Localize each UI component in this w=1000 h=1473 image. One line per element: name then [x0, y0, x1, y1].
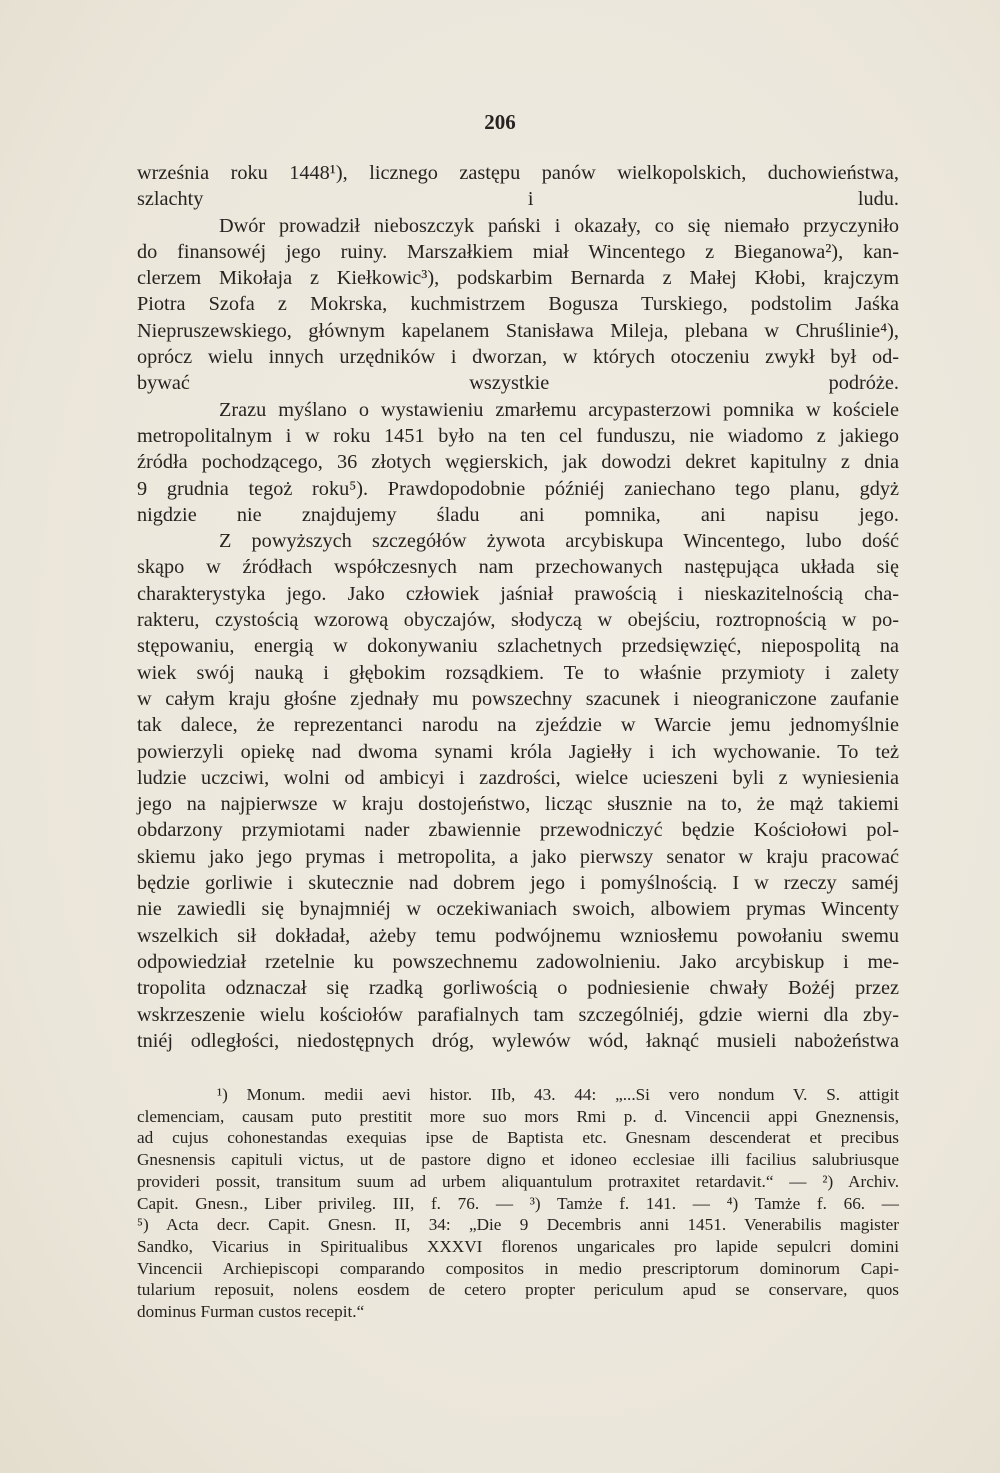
text-line: powierzyli opiekę nad dwoma synami króla Jagiełły i ich wychowanie. To też: [137, 740, 899, 763]
footnote-line: ¹) Monum. medii aevi histor. IIb, 43. 44: „...Si vero nondum V. S. attigit: [217, 1085, 899, 1104]
footnote-line: Gnesnensis capituli victus, ut de pastore digno et idoneo ecclesiae illi facilius salubriusque: [137, 1150, 899, 1170]
footnote-line: Sandko, Vicarius in Spiritualibus XXXVI florenos ungaricales pro lapide sepulcri domini: [137, 1236, 899, 1256]
text-line: ludzie uczciwi, wolni od ambicyi i zazdrości, wielce ucieszeni byli z wyniesienia: [137, 766, 899, 789]
text-line: bywać wszystkie podróże.: [137, 372, 899, 395]
footnotes: [137, 1084, 899, 1323]
footnote-line: Vincencii Archiepiscopi comparando compositos in medio prescriptorum dominorum Capi-: [137, 1258, 899, 1278]
footnote-line: ⁵) Acta decr. Capit. Gnesn. II, 34: „Die 9 Decembris anni 1451. Venerabilis magister: [137, 1215, 899, 1235]
text-line: rakteru, czystością wzorową obyczajów, słodyczą w obejściu, roztropnością w po-: [137, 609, 899, 632]
text-line: oprócz wielu innych urzędników i dworzan, w których otoczeniu zwykł był od-: [137, 346, 899, 369]
text-line: metropolitalnym i w roku 1451 było na ten cel funduszu, nie wiadomo z jakiego: [137, 424, 899, 447]
footnote-line: ad cujus cohonestandas exequias ipse de Baptista etc. Gnesnam descenderat et precibus: [137, 1128, 899, 1148]
text-line: Piotra Szofa z Mokrska, kuchmistrzem Bogusza Turskiego, podstolim Jaśka: [137, 293, 899, 316]
text-line: odpowiedział rzetelnie ku powszechnemu zadowolnieniu. Jako arcybiskup i me-: [137, 950, 899, 973]
footnote-line: provideri possit, transitum suum ad urbem aliquantulum protraxitet retardavit.“ — ²) Archiv.: [137, 1171, 899, 1191]
text-line: clerzem Mikołaja z Kiełkowic³), podskarbim Bernarda z Małej Kłobi, krajczym: [137, 267, 899, 290]
text-line: skiemu jako jego prymas i metropolita, a jako pierwszy senator w kraju pracować: [137, 845, 899, 868]
text-line: stępowaniu, energią w dokonywaniu szlachetnych przedsięwzięć, niepospolitą na: [137, 635, 899, 658]
footnote-line: tularium reposuit, nolens eosdem de cetero propter periculum apud se conservare, quos: [137, 1280, 899, 1300]
text-line: charakterystyka jego. Jako człowiek jaśniał prawością i nieskazitelnością cha-: [137, 582, 899, 605]
footnote-block: [137, 1084, 899, 1301]
text-line: Dwór prowadził nieboszczyk pański i okazały, co się niemało przyczyniło: [219, 214, 899, 237]
text-line: źródła pochodzącego, 36 złotych węgierskich, jak dowodzi dekret kapitulny z dnia: [137, 451, 899, 474]
text-line: będzie gorliwie i skutecznie nad dobrem jego i pomyślnością. I w rzeczy saméj: [137, 872, 899, 895]
text-line: 9 grudnia tegoż roku⁵). Prawdopodobnie późniéj zaniechano tego planu, gdyż: [137, 477, 899, 500]
text-line: obdarzony przymiotami nader zbawiennie przewodniczyć będzie Kościołowi pol-: [137, 819, 899, 842]
footnote-line: clemenciam, causam puto prestitit more suo mors Rmi p. d. Vincencii appi Gneznensis,: [137, 1106, 899, 1126]
text-line: tropolita odznaczał się rzadką gorliwością o podniesienie chwały Bożéj przez: [137, 977, 899, 1000]
text-line: wiek swój nauką i głębokim rozsądkiem. Te to właśnie przymioty i zalety: [137, 661, 899, 684]
text-line: nie zawiedli się bynajmniéj w oczekiwaniach swoich, albowiem prymas Wincenty: [137, 898, 899, 921]
paragraph: [137, 397, 899, 528]
text-line: skąpo w źródłach współczesnych nam przechowanych następująca układa się: [137, 556, 899, 579]
body-text: [137, 160, 899, 1054]
text-line: wszelkich sił dokładał, ażeby temu podwójnemu wzniosłemu powołaniu swemu: [137, 924, 899, 947]
text-line: Zrazu myślano o wystawieniu zmarłemu arcypasterzowi pomnika w kościele: [219, 398, 899, 421]
footnote-block: [137, 1301, 899, 1323]
text-line: tak dalece, że reprezentanci narodu na zjeździe w Warcie jemu jednomyślnie: [137, 714, 899, 737]
text-line: w całym kraju głośne zjednały mu powszechny szacunek i nieograniczone zaufanie: [137, 687, 899, 710]
page-number: 206: [484, 110, 516, 134]
text-line: Z powyższych szczegółów żywota arcybiskupa Wincentego, lubo dość: [219, 530, 899, 553]
text-line: tniéj odległości, niedostępnych dróg, wylewów wód, łaknąć musieli nabożeństwa: [137, 1029, 899, 1052]
text-line: do finansowéj jego ruiny. Marszałkiem miał Wincentego z Bieganowa²), kan-: [137, 240, 899, 263]
paragraph: [137, 528, 899, 1054]
paragraph: [137, 160, 899, 213]
text-line: szlachty i ludu.: [137, 188, 899, 211]
paragraph: [137, 213, 899, 397]
text-line: wskrzeszenie wielu kościołów parafialnych tam szczególniéj, gdzie wierni dla zby-: [137, 1003, 899, 1026]
text-line: Niepruszewskiego, głównym kapelanem Stanisława Mileja, plebana w Chruślinie⁴),: [137, 319, 899, 342]
footnote-line: Capit. Gnesn., Liber privileg. III, f. 76. — ³) Tamże f. 141. — ⁴) Tamże f. 66. —: [137, 1193, 899, 1213]
text-line: nigdzie nie znajdujemy śladu ani pomnika, ani napisu jego.: [137, 503, 899, 526]
text-line: jego na najpierwsze w kraju dostojeństwo, licząc słusznie na to, że mąż takiemi: [137, 793, 899, 816]
text-line: września roku 1448¹), licznego zastępu panów wielkopolskich, duchowieństwa,: [137, 162, 899, 184]
footnote-line: dominus Furman custos recepit.“: [137, 1302, 365, 1322]
